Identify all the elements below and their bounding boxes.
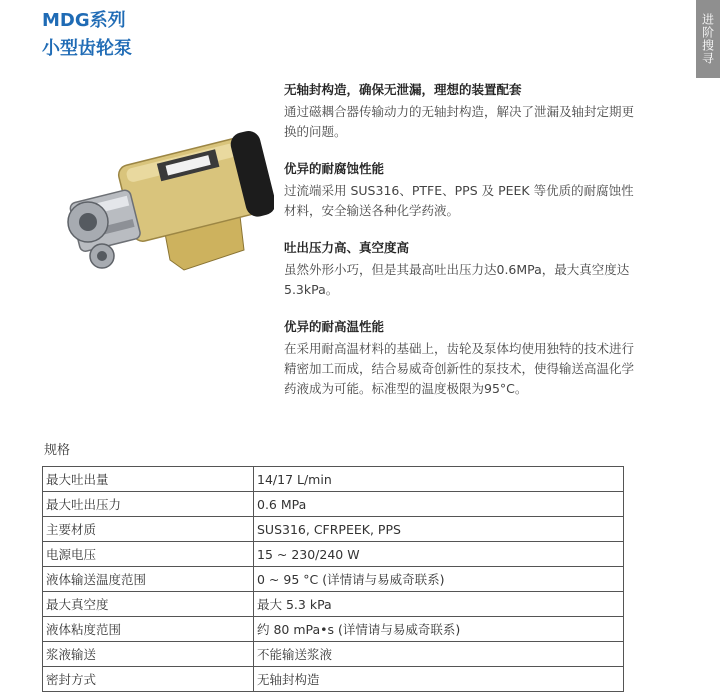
feature-item	[284, 317, 634, 399]
spec-label: 液体输送温度范围	[43, 567, 254, 592]
spec-value: 0.6 MPa	[254, 492, 624, 517]
product-title: 小型齿轮泵	[42, 38, 132, 59]
table-row	[43, 492, 624, 517]
feature-body: 虽然外形小巧，但是其最高吐出压力达0.6MPa，最大真空度达5.3kPa。	[284, 262, 630, 297]
advanced-search-label: 进阶搜寻	[700, 13, 715, 65]
table-row	[43, 517, 624, 542]
spec-value: 无轴封构造	[254, 667, 624, 692]
table-row	[43, 467, 624, 492]
feature-body: 过流端采用 SUS316、PTFE、PPS 及 PEEK 等优质的耐腐蚀性材料，安全输送各种化学药液。	[284, 183, 634, 218]
feature-item	[284, 238, 634, 300]
series-title: MDG系列	[42, 10, 126, 31]
spec-label: 密封方式	[43, 667, 254, 692]
spec-table	[42, 466, 624, 692]
feature-item	[284, 80, 634, 142]
feature-item	[284, 159, 634, 221]
table-row	[43, 642, 624, 667]
spec-label: 最大吐出压力	[43, 492, 254, 517]
table-row	[43, 592, 624, 617]
feature-body: 通过磁耦合器传输动力的无轴封构造，解决了泄漏及轴封定期更换的问题。	[284, 104, 635, 139]
spec-label: 浆液输送	[43, 642, 254, 667]
spec-value: 最大 5.3 kPa	[254, 592, 624, 617]
table-row	[43, 542, 624, 567]
spec-label: 主要材质	[43, 517, 254, 542]
table-row	[43, 617, 624, 642]
spec-value: 15 ~ 230/240 W	[254, 542, 624, 567]
spec-label: 电源电压	[43, 542, 254, 567]
advanced-search-tab[interactable]	[696, 0, 720, 78]
spec-heading: 规格	[44, 443, 71, 458]
feature-body: 在采用耐高温材料的基础上，齿轮及泵体均使用独特的技术进行精密加工而成，结合易威奇创新性的泵技术，使得输送高温化学药液成为可能。标准型的温度极限为95°C。	[284, 341, 635, 396]
spec-value: 14/17 L/min	[254, 467, 624, 492]
gear-pump-icon	[44, 110, 274, 280]
feature-list	[284, 80, 634, 416]
table-row	[43, 667, 624, 692]
spec-label: 最大吐出量	[43, 467, 254, 492]
feature-heading: 吐出压力高、真空度高	[284, 240, 410, 255]
spec-value: 约 80 mPa•s (详情请与易威奇联系)	[254, 617, 624, 642]
feature-heading: 优异的耐高温性能	[284, 319, 385, 334]
spec-label: 最大真空度	[43, 592, 254, 617]
spec-value: SUS316, CFRPEEK, PPS	[254, 517, 624, 542]
table-row	[43, 567, 624, 592]
feature-heading: 优异的耐腐蚀性能	[284, 161, 385, 176]
spec-value: 0 ~ 95 °C (详情请与易威奇联系)	[254, 567, 624, 592]
spec-label: 液体粘度范围	[43, 617, 254, 642]
feature-heading: 无轴封构造，确保无泄漏，理想的装置配套	[284, 82, 522, 97]
spec-value: 不能输送浆液	[254, 642, 624, 667]
